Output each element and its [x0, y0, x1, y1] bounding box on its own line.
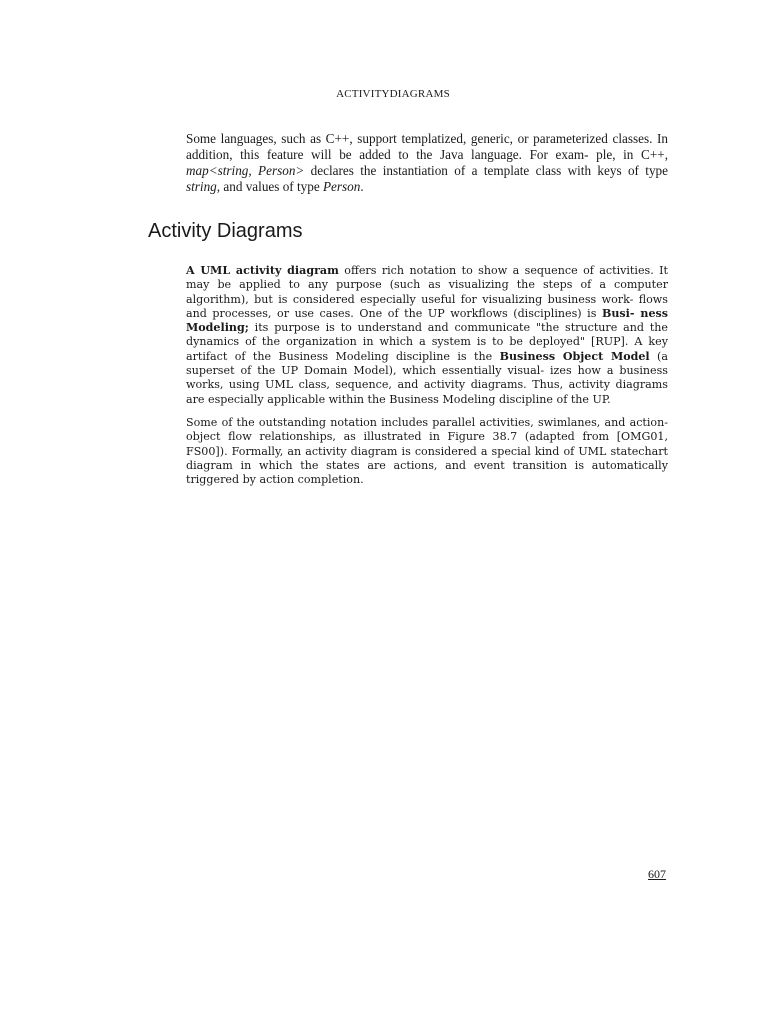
- intro-text-2: declares the instantiation of a template class with keys of type: [304, 163, 668, 178]
- intro-text-3: , and values of type: [216, 179, 323, 194]
- intro-text-4: .: [360, 179, 364, 194]
- activity-diagram-paragraph: [186, 264, 668, 407]
- intro-type-string: string: [186, 179, 217, 194]
- intro-text-1: Some languages, such as C++, support templatized, generic, or parameterized classes. In addition, this feature will be added to the Java language. For exam- ple, in C++,: [186, 131, 668, 162]
- paragraph-1-text-3: (a superset of the UP Domain Model), which essentially visual- izes how a business works, using UML class, sequence, and activity diagrams. Thus, activity diagrams are especially applicable within the Business Modeling discipline of the UP.: [186, 349, 668, 406]
- paragraph-1-text-1: offers rich notation to show a sequence of activities. It may be applied to any purpose (such as visualizing the steps of a computer algorithm), but is considered especially useful for visualizing business work- flows and processes, or use cases. One of the UP workflows (disciplines) is: [186, 264, 668, 320]
- term-business-object-model: Business Object Model: [499, 349, 650, 363]
- section-body: [186, 264, 668, 496]
- intro-code-example: map<string, Person>: [186, 163, 305, 178]
- intro-paragraph: [186, 131, 668, 195]
- term-uml-activity-diagram: A UML activity diagram: [186, 264, 339, 277]
- intro-type-person: Person: [322, 179, 361, 194]
- running-header: ACTIVITYDIAGRAMS: [336, 88, 450, 100]
- paragraph-1-text-2: its purpose is to understand and communicate "the structure and the dynamics of the organization in which a system is to be deployed" [RUP]. A key artifact of the Business Modeling discipline is the: [186, 321, 668, 363]
- page-number: 607: [648, 867, 666, 881]
- section-heading: Activity Diagrams: [148, 220, 303, 242]
- term-business-modeling: Busi- ness Modeling;: [186, 306, 669, 335]
- notation-paragraph: Some of the outstanding notation includes parallel activities, swimlanes, and action-object flow relationships, as illustrated in Figure 38.7 (adapted from [OMG01, FS00]). Formally, an activity diagram is considered a special kind of UML statechart diagram in which the states are actions, and event transition is automatically triggered by action completion.: [186, 415, 668, 487]
